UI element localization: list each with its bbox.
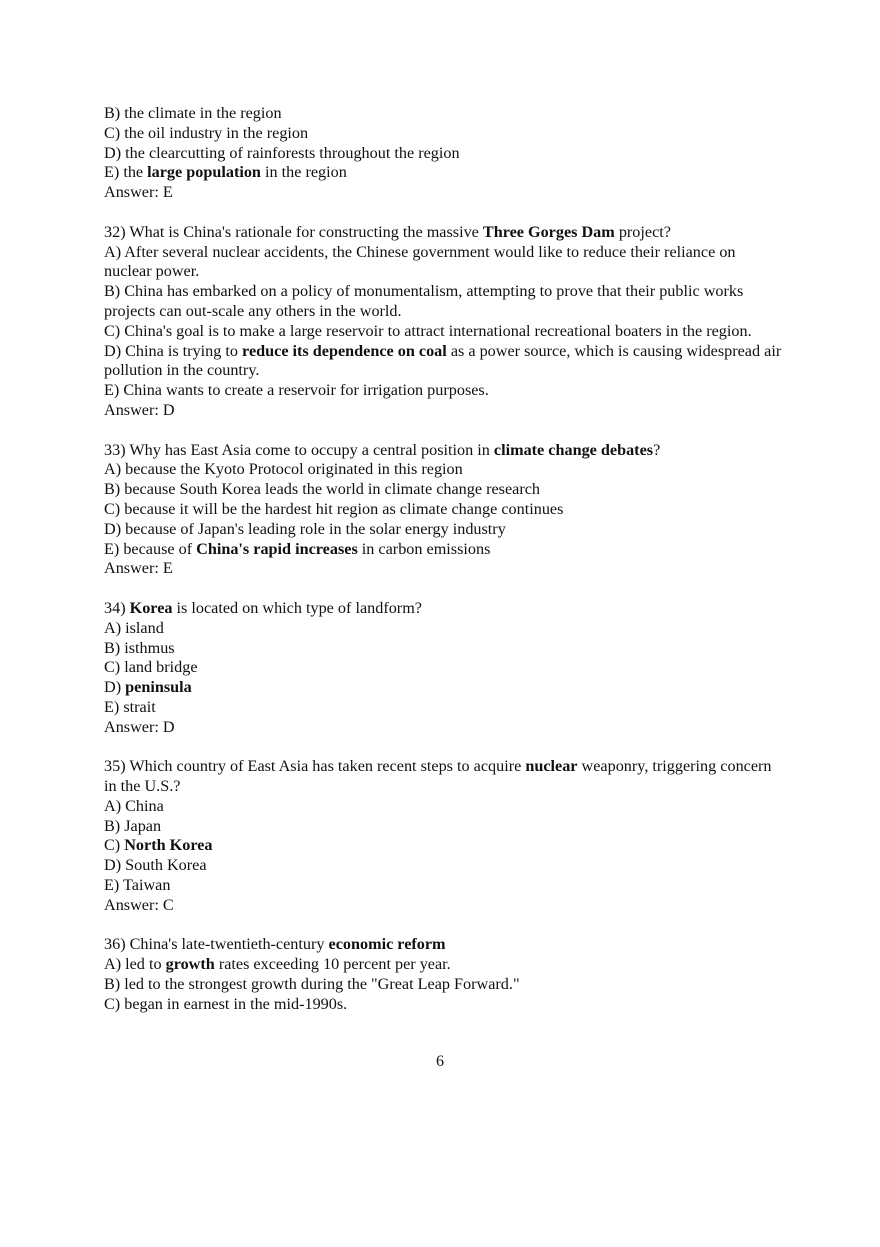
text-segment: E) China wants to create a reservoir for irrigation purposes. <box>104 381 489 400</box>
text-segment: 35) Which country of East Asia has taken recent steps to acquire <box>104 757 526 776</box>
text-segment: in the region <box>260 163 347 182</box>
text-segment: B) led to the strongest growth during the "Great Leap Forward." <box>104 975 520 994</box>
bold-keyword: China's rapid increases <box>196 539 358 558</box>
answer-line <box>104 559 784 579</box>
text-segment: A) After several nuclear accidents, the Chinese government would like to reduce their reliance on nuclear power. <box>104 242 736 281</box>
text-segment: D) South Korea <box>104 856 207 875</box>
text-segment: B) isthmus <box>104 638 175 657</box>
question-block-q36 <box>104 935 784 1014</box>
text-segment: in carbon emissions <box>357 539 491 558</box>
document-page <box>104 104 784 1034</box>
bold-keyword: Three Gorges Dam <box>482 222 615 241</box>
bold-keyword: growth <box>165 955 215 974</box>
question-stem <box>104 757 784 797</box>
option-line <box>104 698 784 718</box>
question-stem <box>104 599 784 619</box>
option-line <box>104 480 784 500</box>
option-line <box>104 243 784 283</box>
option-line <box>104 955 784 975</box>
question-stem <box>104 441 784 461</box>
bold-keyword: North Korea <box>124 836 213 855</box>
bold-keyword: Korea <box>129 598 173 617</box>
option-line <box>104 817 784 837</box>
option-line <box>104 658 784 678</box>
text-segment: A) China <box>104 796 164 815</box>
option-line <box>104 124 784 144</box>
option-line <box>104 144 784 164</box>
text-segment: is located on which type of landform? <box>172 598 422 617</box>
option-line <box>104 678 784 698</box>
option-line <box>104 500 784 520</box>
text-segment: E) Taiwan <box>104 876 171 895</box>
text-segment: B) because South Korea leads the world in climate change research <box>104 480 540 499</box>
option-line <box>104 104 784 124</box>
option-line <box>104 995 784 1015</box>
option-line <box>104 322 784 342</box>
text-segment: D) China is trying to <box>104 341 243 360</box>
option-line <box>104 460 784 480</box>
text-segment: A) because the Kyoto Protocol originated in this region <box>104 460 463 479</box>
question-stem <box>104 223 784 243</box>
text-segment: E) because of <box>104 539 197 558</box>
bold-keyword: nuclear <box>525 757 578 776</box>
question-stem <box>104 935 784 955</box>
answer-line <box>104 183 784 203</box>
option-line <box>104 342 784 382</box>
option-line <box>104 975 784 995</box>
option-line <box>104 381 784 401</box>
text-segment: B) the climate in the region <box>104 104 282 122</box>
text-segment: C) land bridge <box>104 658 198 677</box>
text-segment: B) China has embarked on a policy of monumentalism, attempting to prove that their public works projects can out-scale any others in the world. <box>104 282 744 320</box>
text-segment: Answer: D <box>104 400 175 419</box>
text-segment: C) began in earnest in the mid-1990s. <box>104 994 348 1013</box>
text-segment: project? <box>614 222 671 241</box>
text-segment: 36) China's late-twentieth-century <box>104 935 329 954</box>
text-segment: weaponry, triggering concern in the U.S.? <box>104 757 772 796</box>
text-segment: E) the <box>104 163 148 182</box>
text-segment: E) strait <box>104 697 156 716</box>
text-segment: Answer: D <box>104 717 175 736</box>
text-segment: C) China's goal is to make a large reservoir to attract international recreational boaters in the region. <box>104 321 752 340</box>
page-number: 6 <box>436 1053 444 1070</box>
text-segment: A) led to <box>104 955 166 974</box>
bold-keyword: large population <box>147 163 261 182</box>
answer-line <box>104 401 784 421</box>
option-line <box>104 163 784 183</box>
bold-keyword: peninsula <box>125 678 192 697</box>
text-segment: Answer: E <box>104 183 173 202</box>
answer-line <box>104 896 784 916</box>
question-block-q32 <box>104 223 784 421</box>
option-line <box>104 619 784 639</box>
answer-line <box>104 718 784 738</box>
option-line <box>104 836 784 856</box>
text-segment: D) the clearcutting of rainforests throughout the region <box>104 143 460 162</box>
bold-keyword: economic reform <box>328 935 446 954</box>
option-line <box>104 856 784 876</box>
option-line <box>104 639 784 659</box>
text-segment: Answer: C <box>104 895 174 914</box>
option-line <box>104 282 784 322</box>
question-block-q34 <box>104 599 784 738</box>
bold-keyword: reduce its dependence on coal <box>242 341 447 360</box>
option-line <box>104 520 784 540</box>
text-segment: D) because of Japan's leading role in the solar energy industry <box>104 519 506 538</box>
question-block-q35 <box>104 757 784 915</box>
text-segment: A) island <box>104 618 164 637</box>
question-block-q31-continued <box>104 104 784 203</box>
option-line <box>104 540 784 560</box>
text-segment: 32) What is China's rationale for constructing the massive <box>104 222 483 241</box>
text-segment: 33) Why has East Asia come to occupy a central position in <box>104 440 494 459</box>
text-segment: ? <box>653 440 661 459</box>
text-segment: C) the oil industry in the region <box>104 123 309 142</box>
text-segment: rates exceeding 10 percent per year. <box>214 955 451 974</box>
text-segment: as a power source, which is causing widespread air pollution in the country. <box>104 341 782 380</box>
text-segment: 34) <box>104 598 130 617</box>
bold-keyword: climate change debates <box>493 440 654 459</box>
question-block-q33 <box>104 441 784 580</box>
option-line <box>104 876 784 896</box>
text-segment: B) Japan <box>104 816 162 835</box>
text-segment: C) <box>104 836 125 855</box>
text-segment: Answer: E <box>104 559 173 578</box>
text-segment: C) because it will be the hardest hit region as climate change continues <box>104 499 564 518</box>
text-segment: D) <box>104 678 126 697</box>
option-line <box>104 797 784 817</box>
